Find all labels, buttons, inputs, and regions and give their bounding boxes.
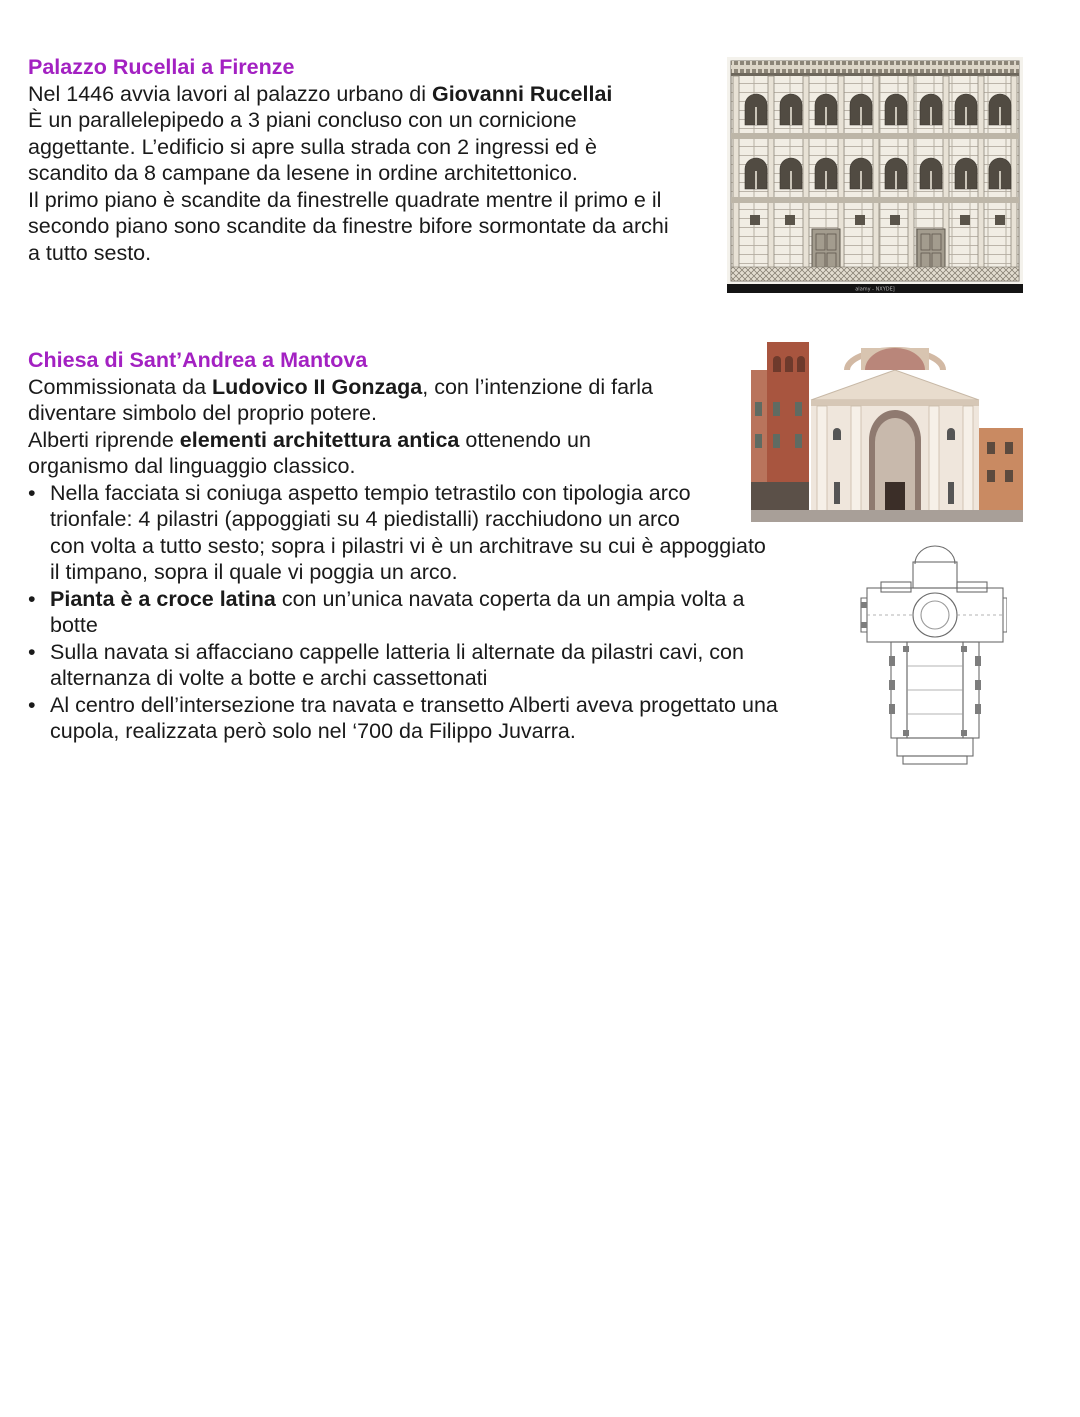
bold-text: elementi architettura antica [179,427,460,452]
list-item: • Nella facciata si coniuga aspetto tempio tetrastilo con tipologia arco trionfale: 4 pilastri (appoggiati su 4 piedistalli) racchiudono un arco con volta a tutto sesto; sopra i pilastri vi è un architrave su cui è appoggiato il timpano, sopra il quale vi poggia un arco. [28,480,778,586]
paragraph-line: Il primo piano è scandite da finestrelle quadrate mentre il primo e il [28,187,662,212]
bold-text: Giovanni Rucellai [431,81,613,106]
facade-drawing [727,57,1023,293]
church-facade-drawing [751,342,1023,522]
paragraph-line: Alberti riprende elementi architettura antica ottenendo un [28,427,591,452]
paragraph-line: organismo dal linguaggio classico. [28,454,356,478]
santandrea-plan-image [857,542,1007,768]
section-rucellai [28,54,669,266]
paragraph-line: È un parallelepipedo a 3 piani concluso con un cornicione [28,108,577,132]
bold-text: Ludovico II Gonzaga [212,374,423,399]
bullet-list [28,480,778,745]
paragraph-line: scandito da 8 campane da lesene in ordine architettonico. [28,161,578,185]
image-watermark: alamy - NXYDE] [855,286,895,293]
church-plan-drawing [857,542,1007,768]
section-title: Palazzo Rucellai a Firenze [28,55,295,79]
paragraph-line: aggettante. L’edificio si apre sulla strada con 2 ingressi ed è [28,134,597,159]
section-title: Chiesa di Sant’Andrea a Mantova [28,348,368,372]
paragraph-line: secondo piano sono scandite da finestre bifore sormontate da archi [28,214,669,238]
palazzo-rucellai-image [727,57,1023,293]
list-item: • Sulla navata si affacciano cappelle latteria li alternate da pilastri cavi, con alternanza di volte a botte e archi cassettonati [28,639,778,692]
list-item: • Pianta è a croce latina con un’unica navata coperta da un ampia volta a botte [28,586,778,639]
paragraph-line: diventare simbolo del proprio potere. [28,401,377,425]
paragraph-line: Nel 1446 avvia lavori al palazzo urbano di Giovanni Rucellai [28,81,613,106]
list-item: • Al centro dell’intersezione tra navata e transetto Alberti aveva progettato una cupola, realizzata però solo nel ‘700 da Filippo Juvarra. [28,692,778,745]
paragraph-line: Commissionata da Ludovico II Gonzaga, con l’intenzione di farla [28,374,653,399]
santandrea-facade-image [751,342,1023,522]
paragraph-line: a tutto sesto. [28,240,152,265]
section-santandrea [28,347,778,745]
bold-text: Pianta è a croce latina [50,586,276,611]
